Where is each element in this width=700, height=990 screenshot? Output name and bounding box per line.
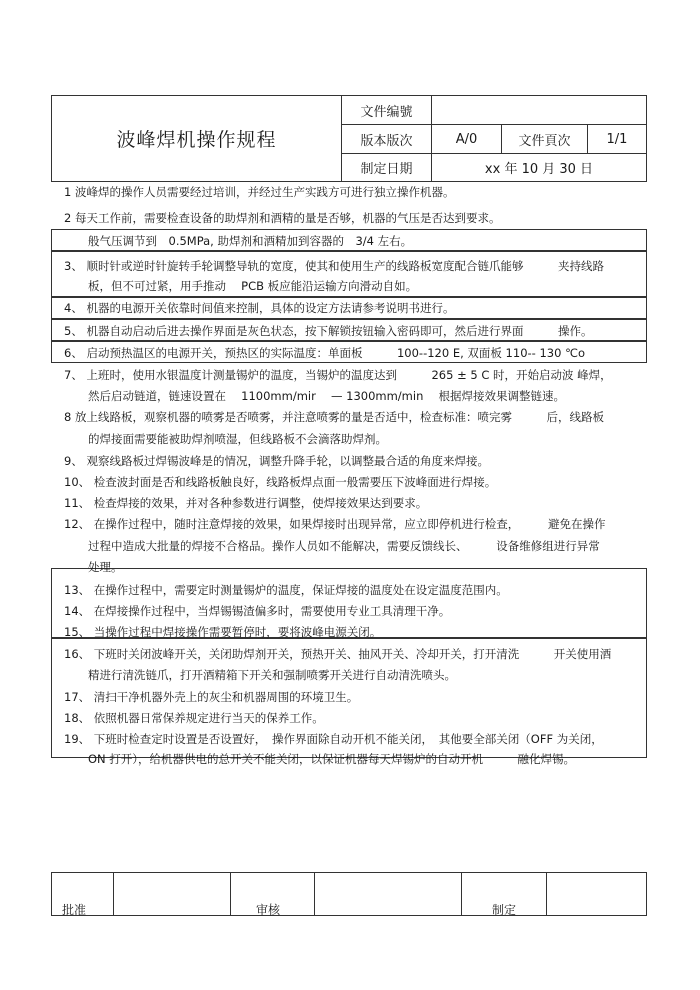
item-6: 6、 启动预热温区的电源开关，预热区的实际温度：单面板 100--120 E, 双面板 110-- 130 ℃o: [64, 346, 586, 360]
date-value: xx 年 10 月 30 日: [484, 162, 594, 177]
item-17: 17、 清扫干净机器外壳上的灰尘和机器周围的环境卫生。: [64, 690, 359, 704]
draft-label: 制定: [492, 903, 517, 917]
item-12-cont2: 处理。: [88, 560, 123, 574]
item-19-cont: ON 打开），给机器供电的总开关不能关闭，以保证机器每天焊锡炉的自动开机 融化焊锡。: [88, 752, 576, 766]
item-5: 5、 机器自动启动后进去操作界面是灰色状态，按下解锁按钮输入密码即可，然后进行界面 操作。: [64, 324, 593, 338]
item-8: 8 放上线路板，观察机器的喷雾是否喷雾，并注意喷雾的量是否适中，检查标准：喷完雾 后，线路板: [64, 410, 604, 424]
item-19: 19、 下班时检查定时设置是否设置好， 操作界面除自动开机不能关闭， 其他要全部关闭（OFF 为关闭，: [64, 732, 603, 746]
doc-number-label: 文件编號: [342, 96, 432, 124]
item-2-cont: 般气压调节到 0.5MPa, 助焊剂和酒精加到容器的 3/4 左右。: [88, 234, 413, 248]
item-12: 12、 在操作过程中，随时注意焊接的效果，如果焊接时出现异常，应立即停机进行检查， 避免在操作: [64, 517, 606, 531]
item-7: 7、 上班时，使用水银温度计测量锡炉的温度，当锡炉的温度达到 265 ± 5 C 时，开始启动波 峰焊，: [64, 368, 612, 382]
item-15: 15、 当操作过程中焊接操作需要暂停时，要将波峰电源关闭。: [64, 625, 382, 639]
item-1: 1 波峰焊的操作人员需要经过培训，并经过生产实践方可进行独立操作机器。: [64, 185, 455, 199]
item-3-cont: 板，但不可过紧，用手推动 PCB 板应能沿运输方向滑动自如。: [88, 279, 418, 293]
item-9: 9、 观察线路板过焊锡波峰是的情况，调整升降手轮，以调整最合适的角度来焊接。: [64, 454, 489, 468]
item-10: 10、 检查波封面是否和线路板触良好，线路板焊点面一般需要压下波峰面进行焊接。: [64, 475, 497, 489]
item-4: 4、 机器的电源开关依靠时间值来控制，具体的设定方法请参考说明书进行。: [64, 301, 455, 315]
doc-number-row: [342, 96, 646, 125]
item-2: 2 每天工作前，需要检查设备的助焊剂和酒精的量是否够，机器的气压是否达到要求。: [64, 211, 501, 225]
signature-table: [51, 872, 647, 916]
page-value: 1/1: [606, 131, 628, 147]
item-16-cont: 精进行清洗链爪，打开酒精箱下开关和强制喷雾开关进行自动清洗喷头。: [88, 668, 456, 682]
approve-label: 批准: [62, 903, 87, 917]
doc-number-value: [432, 96, 646, 124]
item-3: 3、 顺时针或逆时针旋转手轮调整导轨的宽度，使其和使用生产的线路板宽度配合链爪能够 夹持线路: [64, 259, 604, 273]
review-label: 审核: [256, 903, 281, 917]
item-12-cont: 过程中造成大批量的焊接不合格品。操作人员如不能解决，需要反馈线长、 设备维修组进行异常: [88, 539, 600, 553]
item-16: 16、 下班时关闭波峰开关，关闭助焊剂开关，预热开关、抽风开关、冷却开关，打开清洗 开关使用酒: [64, 647, 612, 661]
version-value: A/0: [432, 125, 502, 153]
document-title: 波峰焊机操作规程: [52, 96, 342, 181]
item-14: 14、 在焊接操作过程中，当焊锡锡渣偏多时，需要使用专业工具清理干净。: [64, 604, 451, 618]
header-table: [51, 95, 647, 182]
version-row: [342, 125, 646, 154]
item-18: 18、 依照机器日常保养规定进行当天的保养工作。: [64, 711, 324, 725]
date-label: 制定日期: [342, 154, 432, 181]
item-7-cont: 然后启动链道，链速设置在 1100mm/mir — 1300mm/min 根据焊接效果调整链速。: [88, 389, 566, 403]
item-11: 11、 检查焊接的效果，并对各种参数进行调整，使焊接效果达到要求。: [64, 496, 428, 510]
page-label: 文件頁次: [502, 125, 588, 153]
item-13: 13、 在操作过程中，需要定时测量锡炉的温度，保证焊接的温度处在设定温度范围内。: [64, 583, 508, 597]
date-row: [342, 154, 646, 181]
version-label: 版本版次: [342, 125, 432, 153]
item-8-cont: 的焊接面需要能被助焊剂喷湿，但线路板不会滴落助焊剂。: [88, 432, 387, 446]
